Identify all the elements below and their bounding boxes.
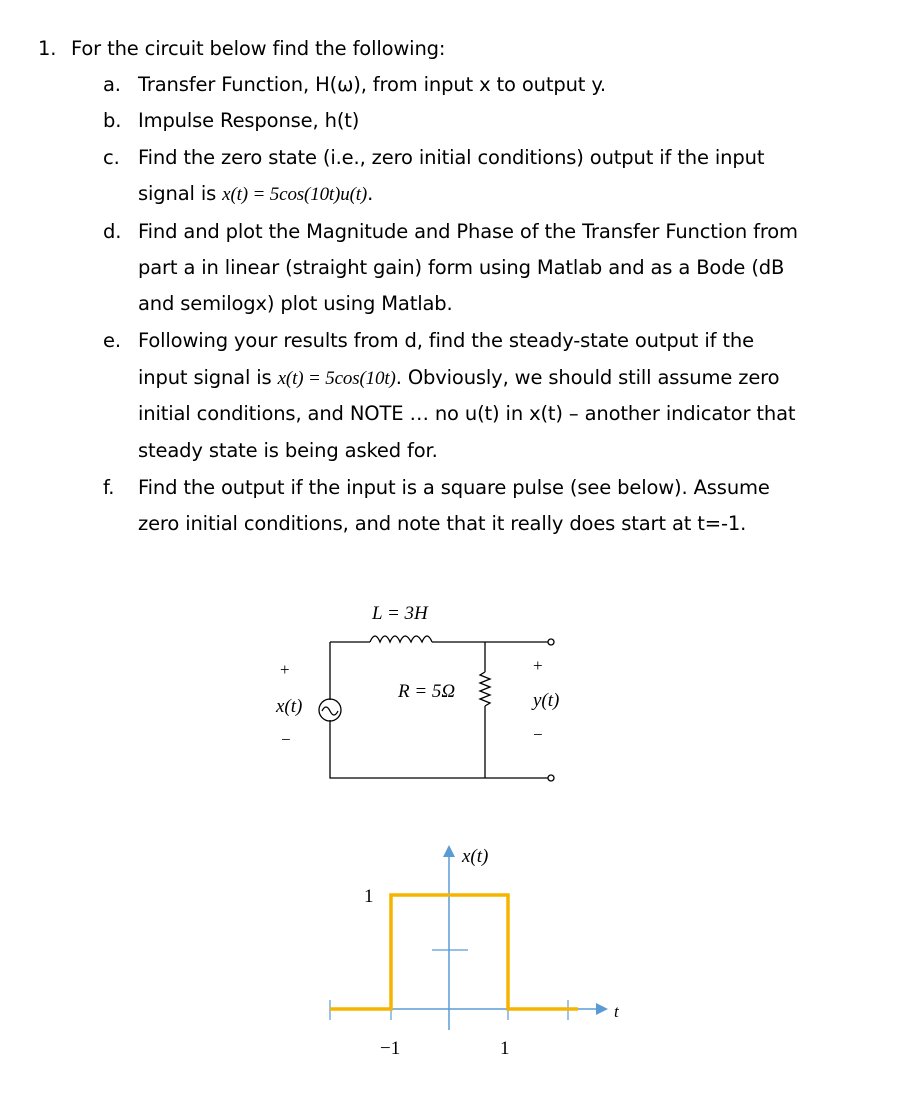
item-e-line-4: steady state is being asked for. (138, 439, 438, 462)
input-plus: + (280, 660, 290, 679)
item-d-line-3: and semilogx) plot using Matlab. (138, 292, 453, 315)
pulse-tick-neg-label: −1 (380, 1038, 401, 1059)
item-e-line-1: Following your results from d, find the steady-state output if the (138, 329, 754, 352)
problem-number: 1. (38, 37, 57, 60)
item-c-math: x(t) = 5cos(10t)u(t) (222, 184, 368, 205)
pulse-x-label: t (614, 1002, 619, 1021)
item-f-line-2: zero initial conditions, and note that it really does start at t=-1. (138, 512, 747, 535)
item-c-line-1: Find the zero state (i.e., zero initial conditions) output if the input (138, 146, 765, 169)
inductor-label: L = 3H (372, 603, 428, 624)
sine-wave-icon (322, 707, 338, 715)
square-pulse-signal (330, 895, 578, 1009)
input-minus: − (281, 730, 291, 749)
pulse-plot (330, 845, 620, 1059)
t-axis-arrow-icon (596, 1003, 608, 1015)
resistor-label: R = 5Ω (398, 681, 456, 702)
output-label: y(t) (533, 690, 560, 711)
output-minus: − (533, 725, 543, 744)
item-d-line-2: part a in linear (straight gain) form using Matlab and as a Bode (dB (138, 256, 785, 279)
item-a-text: Transfer Function, H(ω), from input x to output y. (138, 73, 606, 96)
resistor-icon (480, 672, 490, 706)
item-c-label: c. (103, 146, 120, 169)
output-plus: + (533, 656, 543, 675)
item-a-label: a. (103, 73, 121, 96)
pulse-amplitude-label: 1 (364, 886, 374, 907)
output-terminal-top (548, 639, 554, 645)
item-e-line-2: input signal is x(t) = 5cos(10t). Obviously, we should still assume zero (138, 366, 780, 389)
circuit-diagram (319, 636, 554, 781)
inductor-icon (370, 636, 432, 642)
input-label: x(t) (276, 696, 303, 717)
item-d-label: d. (103, 220, 122, 243)
item-e-line-3: initial conditions, and NOTE … no u(t) in x(t) – another indicator that (138, 402, 796, 425)
pulse-tick-pos-label: 1 (500, 1038, 510, 1059)
item-d-line-1: Find and plot the Magnitude and Phase of the Transfer Function from (138, 220, 798, 243)
figures (0, 560, 909, 1080)
problem-intro: For the circuit below find the following: (71, 37, 446, 60)
item-e-math-suffix: . (395, 366, 402, 389)
y-axis-arrow-icon (443, 845, 455, 857)
pulse-y-label: x(t) (462, 846, 489, 867)
item-e-math: x(t) = 5cos(10t) (277, 368, 396, 389)
output-terminal-bottom (548, 775, 554, 781)
item-f-line-1: Find the output if the input is a square pulse (see below). Assume (138, 476, 770, 499)
item-f-label: f. (103, 476, 115, 499)
item-e-label: e. (103, 329, 121, 352)
item-b-label: b. (103, 109, 122, 132)
wire-bottom (330, 720, 548, 778)
item-c-math-suffix: . (367, 182, 374, 205)
item-c-line-2: signal is x(t) = 5cos(10t)u(t). (138, 182, 374, 205)
item-b-text: Impulse Response, h(t) (138, 109, 360, 132)
